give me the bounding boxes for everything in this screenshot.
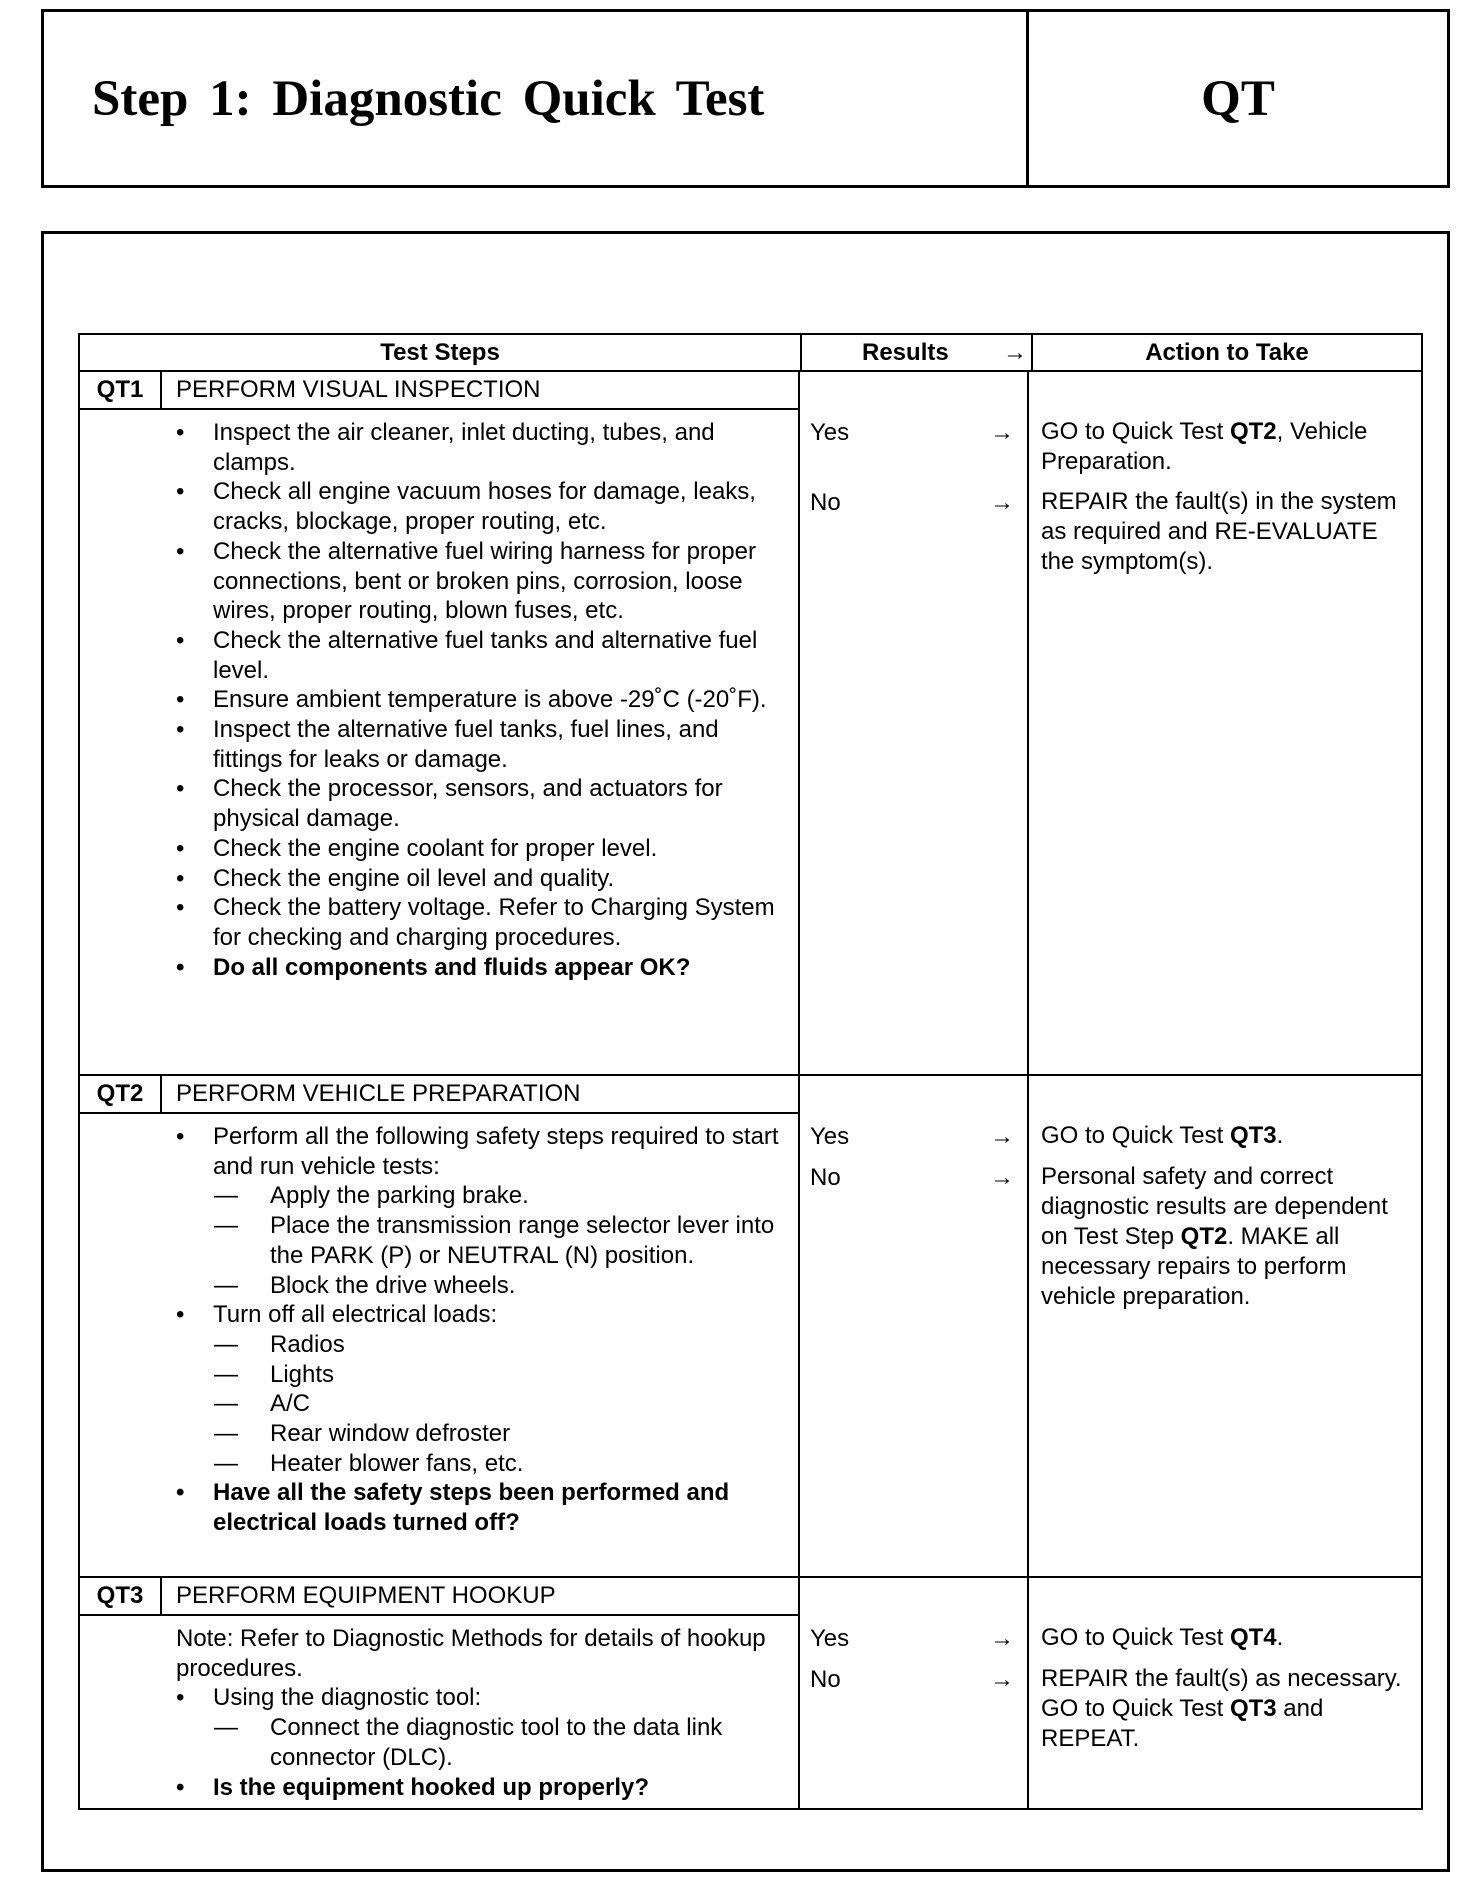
qt1-action-no <box>1041 487 1415 577</box>
qt3-question: • Is the equipment hooked up properly? <box>80 1773 788 1803</box>
sub-item: — Connect the diagnostic tool to the data link connector (DLC). <box>80 1713 788 1772</box>
action-text: GO to Quick Test <box>1041 1624 1230 1651</box>
yes-label: Yes <box>810 1625 850 1652</box>
action-text: . MAKE all necessary repairs to perform vehicle preparation. <box>1041 1223 1347 1310</box>
col-header-action: Action to Take <box>1145 339 1309 366</box>
qt2-question: • Have all the safety steps been performed and electrical loads turned off? <box>80 1478 788 1537</box>
action-text: . <box>1276 1122 1284 1149</box>
sub-item: — Block the drive wheels. <box>80 1271 788 1301</box>
yes-label: Yes <box>810 1123 850 1150</box>
no-label: No <box>810 1164 841 1191</box>
action-text: GO to Quick Test <box>1041 1122 1230 1149</box>
arrow-icon: → <box>1003 339 1027 366</box>
content-frame <box>41 231 1450 1872</box>
qt2-title-row <box>80 1076 798 1114</box>
yes-label: Yes <box>810 419 850 446</box>
qt2-steps-cell <box>80 1076 800 1576</box>
page-title: Step 1: Diagnostic Quick Test <box>44 12 1029 185</box>
table-header <box>78 333 1423 372</box>
no-label: No <box>810 489 841 516</box>
arrow-icon: → <box>990 1164 1014 1191</box>
list-item: • Check the alternative fuel tanks and alternative fuel level. <box>80 626 788 685</box>
qt3-title-row <box>80 1578 798 1616</box>
arrow-icon: → <box>990 1625 1014 1652</box>
list-item: • Check the processor, sensors, and actuators for physical damage. <box>80 774 788 833</box>
qt2-action-no <box>1041 1162 1415 1312</box>
sub-item: — Heater blower fans, etc. <box>80 1449 788 1479</box>
list-item: • Check the engine oil level and quality. <box>80 864 788 894</box>
qt1-title-row <box>80 372 798 410</box>
action-text: REPAIR the fault(s) in the system as required and RE-EVALUATE the symptom(s). <box>1041 488 1397 575</box>
qt1-action-cell <box>1029 372 1421 1074</box>
test-step-qt2 <box>78 1076 1423 1578</box>
qt3-id: QT3 <box>80 1578 162 1614</box>
step-ref: QT2 <box>1180 1223 1228 1250</box>
test-step-qt3 <box>78 1578 1423 1810</box>
qt3-note: Note: Refer to Diagnostic Methods for details of hookup procedures. <box>176 1625 766 1682</box>
action-text: Personal safety and correct diagnostic results are dependent on Test Step <box>1041 1163 1388 1250</box>
qt3-steps-cell <box>80 1578 800 1808</box>
list-item: • Check the battery voltage. Refer to Charging System for checking and charging procedures. <box>80 893 788 952</box>
action-text: REPAIR the fault(s) as necessary. GO to Quick Test <box>1041 1665 1402 1722</box>
qt2-action-yes <box>1041 1121 1415 1151</box>
qt3-action-cell <box>1029 1578 1421 1808</box>
list-item: • Using the diagnostic tool: <box>80 1683 788 1713</box>
quick-test-table <box>78 333 1423 1810</box>
qt1-result-yes <box>810 419 1014 447</box>
no-label: No <box>810 1666 841 1693</box>
sub-item: — Apply the parking brake. <box>80 1181 788 1211</box>
qt3-action-yes <box>1041 1623 1415 1653</box>
list-item: • Inspect the alternative fuel tanks, fuel lines, and fittings for leaks or damage. <box>80 715 788 774</box>
qt1-action-yes <box>1041 417 1415 477</box>
qt1-id: QT1 <box>80 372 162 408</box>
qt1-step-list <box>80 410 798 982</box>
sub-item: — Radios <box>80 1330 788 1360</box>
arrow-icon: → <box>990 1666 1014 1693</box>
action-text: and REPEAT. <box>1041 1695 1324 1752</box>
qt2-result-yes <box>810 1123 1014 1151</box>
arrow-icon: → <box>990 419 1014 446</box>
qt3-title: PERFORM EQUIPMENT HOOKUP <box>176 1582 556 1609</box>
qt1-result-no <box>810 489 1014 517</box>
qt2-results-cell <box>800 1076 1029 1576</box>
qt3-results-cell <box>800 1578 1029 1808</box>
action-text: GO to Quick Test <box>1041 418 1230 445</box>
test-step-qt1 <box>78 372 1423 1076</box>
page-header <box>41 9 1450 188</box>
qt1-results-cell <box>800 372 1029 1074</box>
qt2-step-list <box>80 1114 798 1538</box>
list-item: • Check all engine vacuum hoses for damage, leaks, cracks, blockage, proper routing, etc. <box>80 477 788 536</box>
list-item: • Check the engine coolant for proper level. <box>80 834 788 864</box>
list-item: • Inspect the air cleaner, inlet ducting, tubes, and clamps. <box>80 418 788 477</box>
list-item: • Check the alternative fuel wiring harness for proper connections, bent or broken pins, corrosion, loose wires, proper routing, blown fuses, etc. <box>80 537 788 626</box>
step-ref: QT4 <box>1229 1624 1277 1651</box>
qt2-result-no <box>810 1164 1014 1192</box>
qt3-step-list <box>80 1616 798 1802</box>
qt1-title: PERFORM VISUAL INSPECTION <box>176 376 541 403</box>
qt2-id: QT2 <box>80 1076 162 1112</box>
col-header-results <box>802 335 1033 370</box>
step-ref: QT2 <box>1229 418 1277 445</box>
sub-item: — Lights <box>80 1360 788 1390</box>
qt3-result-no <box>810 1666 1014 1694</box>
sub-item: — Rear window defroster <box>80 1419 788 1449</box>
section-code: QT <box>1201 70 1275 127</box>
qt1-steps-cell <box>80 372 800 1074</box>
qt1-question: • Do all components and fluids appear OK? <box>80 953 788 983</box>
arrow-icon: → <box>990 489 1014 516</box>
list-item: • Perform all the following safety steps required to start and run vehicle tests: <box>80 1122 788 1181</box>
results-label: Results <box>862 339 949 366</box>
step-ref: QT3 <box>1229 1695 1277 1722</box>
qt2-title: PERFORM VEHICLE PREPARATION <box>176 1080 581 1107</box>
action-text: . <box>1276 1624 1284 1651</box>
action-text: , Vehicle Preparation. <box>1041 418 1368 475</box>
sub-item: — Place the transmission range selector lever into the PARK (P) or NEUTRAL (N) position. <box>80 1211 788 1270</box>
sub-item: — A/C <box>80 1389 788 1419</box>
col-header-test-steps: Test Steps <box>80 335 802 370</box>
list-item: • Ensure ambient temperature is above -29˚C (-20˚F). <box>80 685 788 715</box>
qt3-result-yes <box>810 1625 1014 1653</box>
qt3-action-no <box>1041 1664 1415 1754</box>
qt2-action-cell <box>1029 1076 1421 1576</box>
list-item: • Turn off all electrical loads: <box>80 1300 788 1330</box>
arrow-icon: → <box>990 1123 1014 1150</box>
step-ref: QT3 <box>1229 1122 1277 1149</box>
